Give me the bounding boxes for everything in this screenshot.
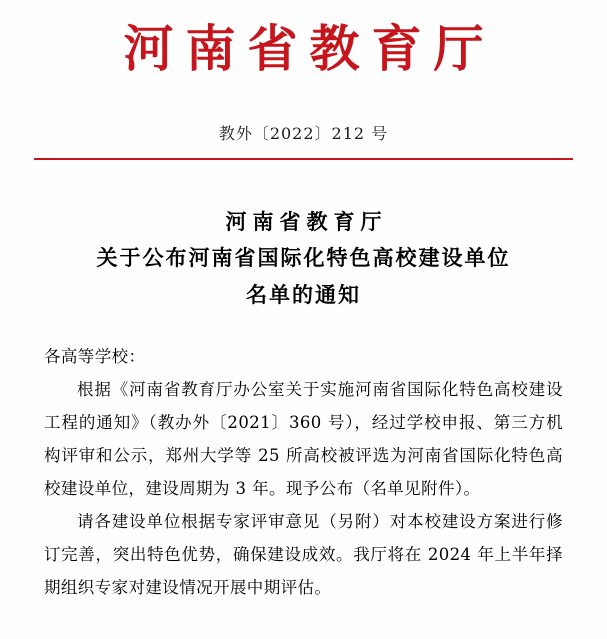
title-line-1: 河南省教育厅 <box>225 208 388 234</box>
document-number: 教外〔2022〕212 号 <box>218 123 389 143</box>
body-paragraph-2: 请各建设单位根据专家评审意见（另附）对本校建设方案进行修订完善，突出特色优势，确保建设成效。我厅将在 2024 年上半年择期组织专家对建设情况开展中期评估。 <box>44 511 563 597</box>
document-title <box>0 204 607 314</box>
title-line-3: 名单的通知 <box>246 282 361 307</box>
issuing-authority-title: 河南省教育厅 <box>123 19 496 78</box>
red-divider-rule <box>34 158 573 160</box>
masthead <box>0 0 607 81</box>
title-line-2: 关于公布河南省国际化特色高校建设单位 <box>96 245 511 271</box>
salutation: 各高等学校： <box>44 346 146 366</box>
document-body <box>44 340 563 604</box>
body-paragraph-1: 根据《河南省教育厅办公室关于实施河南省国际化特色高校建设工程的通知》（教办外〔2021〕360 号），经过学校申报、第三方机构评审和公示，郑州大学等 25 所高校被评选为河南省国际化特色高校建设单位，建设周期为 3 年。现予公布（名单见附件）。 <box>44 379 563 498</box>
